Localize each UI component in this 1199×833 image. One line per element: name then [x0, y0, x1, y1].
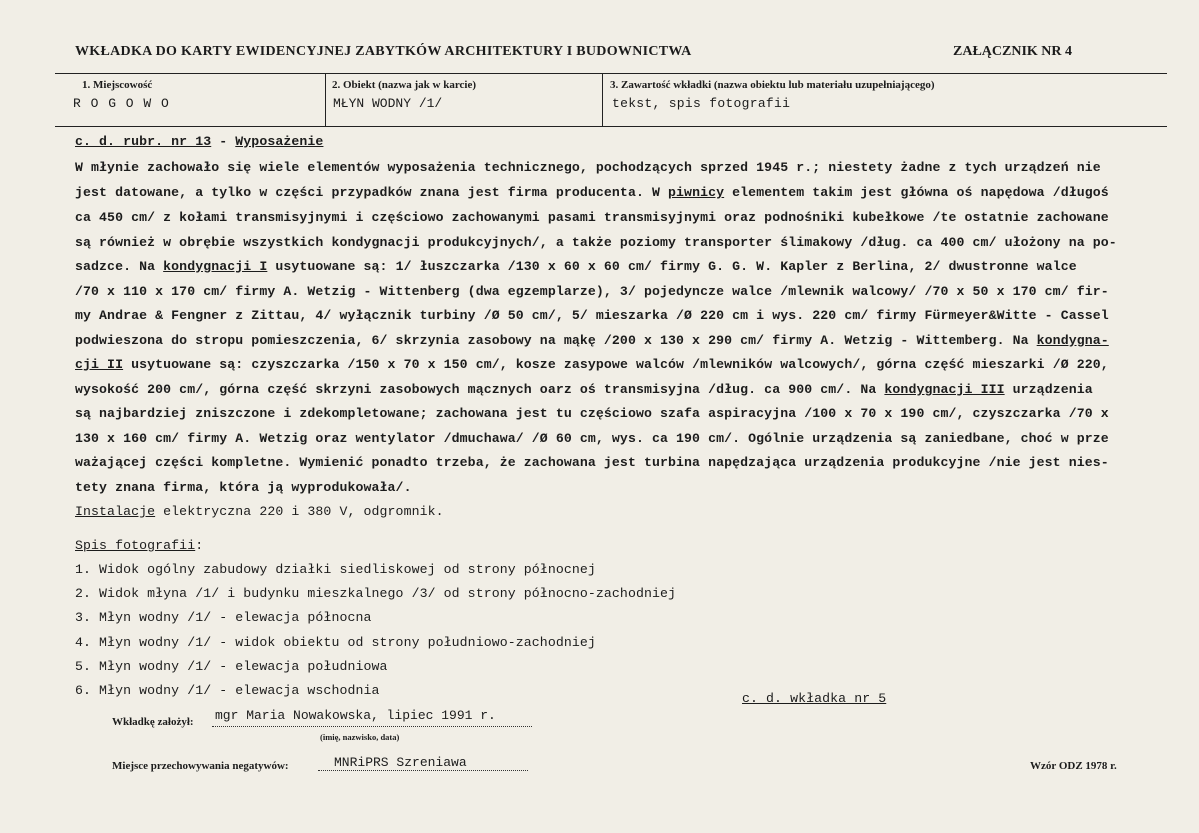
annex-number: ZAŁĄCZNIK NR 4 — [953, 44, 1073, 59]
locality-label: 1. Miejscowość — [82, 79, 153, 91]
table-divider-2 — [602, 73, 603, 126]
object-label: 2. Obiekt (nazwa jak w karcie) — [332, 79, 477, 91]
body-line-3: ca 450 cm/ z kołami transmisyjnymi i częściowo zachowanymi pasami transmisyjnymi oraz podnośniki kubełkowe /te ostatnie zachowane — [75, 210, 1109, 225]
body-line-2-a: jest datowane, a tylko w części przypadków znana jest firma producenta. W — [75, 185, 669, 200]
author-hint: (imię, nazwisko, data) — [320, 732, 400, 742]
underline-kondygnacji-i: kondygnacji I — [163, 259, 268, 274]
installations-label: Instalacje — [75, 504, 156, 519]
body-line-4: są również w obrębie wszystkich kondygnacji produkcyjnych/, a także poziomy transporter ślimakowy /dług. ca 400 cm/ ułożony na po- — [75, 235, 1117, 250]
document-title: WKŁADKA DO KARTY EWIDENCYJNEJ ZABYTKÓW ARCHITEKTURY I BUDOWNICTWA — [75, 44, 692, 59]
storage-value: MNRiPRS Szreniawa — [334, 755, 467, 770]
storage-label: Miejsce przechowywania negatywów: — [112, 760, 289, 772]
table-divider-1 — [325, 73, 326, 126]
photo-item: 4. Młyn wodny /1/ - widok obiektu od strony południowo-zachodniej — [75, 635, 596, 650]
body-line-6: /70 x 110 x 170 cm/ firmy A. Wetzig - Wittenberg (dwa egzemplarze), 3/ pojedyncze walce /mlewnik walcowy/ /70 x 50 x 170 cm/ fir- — [75, 284, 1109, 299]
photo-item: 3. Młyn wodny /1/ - elewacja północna — [75, 610, 372, 625]
body-line-2 — [75, 185, 1109, 200]
underline-kondygna: kondygna- — [1036, 333, 1109, 348]
installations-line — [75, 504, 444, 519]
section-ref: c. d. rubr. nr 13 — [75, 134, 212, 149]
contents-value: tekst, spis fotografii — [612, 96, 791, 111]
photos-heading: Spis fotografii: — [75, 538, 204, 553]
author-value: mgr Maria Nowakowska, lipiec 1991 r. — [215, 708, 496, 723]
body-line-2-b: elementem takim jest główna oś napędowa /długoś — [724, 185, 1109, 200]
continuation-note: c. d. wkładka nr 5 — [742, 691, 887, 706]
author-label: Wkładkę założył: — [112, 716, 194, 728]
body-line-9: cji II usytuowane są: czyszczarka /150 x 70 x 150 cm/, kosze zasypowe walców /mlewników walcowych/, górna część mieszarki /Ø 220, — [75, 357, 1109, 372]
body-line-13: ważającej części kompletne. Wymienić ponadto trzeba, że zachowana jest turbina napędzająca urządzenia produkcyjne /nie jest nies- — [75, 455, 1109, 470]
installations-text: elektryczna 220 i 380 V, odgromnik. — [155, 504, 444, 519]
body-line-12: 130 x 160 cm/ firmy A. Wetzig oraz wentylator /dmuchawa/ /Ø 60 cm, wys. ca 190 cm/. Ogólnie urządzenia są zaniedbane, choć w prze — [75, 431, 1109, 446]
underline-cji-ii: cji II — [75, 357, 124, 372]
body-line-8: podwieszona do stropu pomieszczenia, 6/ skrzynia zasobowy na mąkę /200 x 130 x 290 cm/ firmy A. Wetzig - Wittemberg. Na kondygna- — [75, 333, 1109, 348]
section-dash: - — [211, 134, 236, 149]
underline-piwnicy: piwnicy — [668, 185, 725, 200]
photo-item: 1. Widok ogólny zabudowy działki siedliskowej od strony północnej — [75, 562, 596, 577]
body-line-1: W młynie zachowało się wiele elementów wyposażenia technicznego, pochodzących sprzed 1945 r.; niestety żadne z tych urządzeń nie — [75, 160, 1101, 175]
storage-dotline — [318, 770, 528, 771]
section-heading — [75, 134, 323, 149]
locality-value: R O G O W O — [73, 96, 170, 111]
body-line-5: sadzce. Na kondygnacji I usytuowane są: 1/ łuszczarka /130 x 60 x 60 cm/ firmy G. G. W. Kapler z Berlina, 2/ dwustronne walce — [75, 259, 1077, 274]
photo-item: 6. Młyn wodny /1/ - elewacja wschodnia — [75, 683, 380, 698]
table-bottom-rule — [55, 126, 1167, 127]
body-line-14: tety znana firma, która ją wyprodukowała/. — [75, 480, 412, 495]
photo-item: 2. Widok młyna /1/ i budynku mieszkalnego /3/ od strony północno-zachodniej — [75, 586, 677, 601]
table-top-rule — [55, 73, 1167, 74]
form-id: Wzór ODZ 1978 r. — [1030, 760, 1117, 772]
contents-label: 3. Zawartość wkładki (nazwa obiektu lub materiału uzupełniającego) — [610, 79, 935, 91]
underline-kondygnacji-iii: kondygnacji III — [884, 382, 1005, 397]
body-line-10: wysokość 200 cm/, górna część skrzyni zasobowych mącznych oarz oś transmisyjna /dług. ca 900 cm/. Na kondygnacji III urządzenia — [75, 382, 1093, 397]
section-title: Wyposażenie — [235, 134, 324, 149]
object-value: MŁYN WODNY /1/ — [333, 96, 443, 111]
body-line-11: są najbardziej zniszczone i zdekompletowane; zachowana jest tu częściowo szafa aspiracyjna /100 x 70 x 190 cm/, czyszczarka /70 x — [75, 406, 1109, 421]
body-line-7: my Andrae & Fengner z Zittau, 4/ wyłącznik turbiny /Ø 50 cm/, 5/ mieszarka /Ø 220 cm i wys. 220 cm/ firmy Fürmeyer&Witte - Cassel — [75, 308, 1109, 323]
author-dotline — [212, 726, 532, 727]
photo-item: 5. Młyn wodny /1/ - elewacja południowa — [75, 659, 388, 674]
